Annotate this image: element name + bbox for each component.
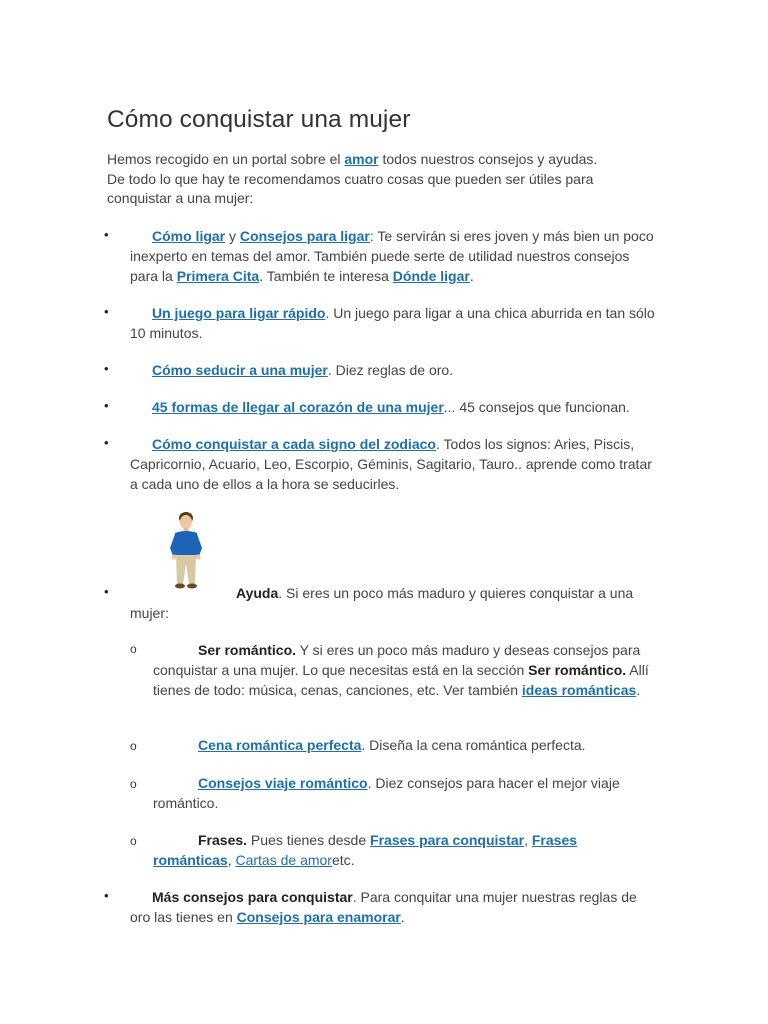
link-ideas-romanticas[interactable]: ideas románticas <box>521 682 637 698</box>
bold-text: Ser romántico. <box>528 662 627 678</box>
ayuda-label: Ayuda <box>236 585 279 601</box>
bold-text: Ser romántico. <box>198 642 297 658</box>
link-como-seducir[interactable]: Cómo seducir a una mujer <box>152 362 328 378</box>
sub-bullet-icon: o <box>130 739 137 753</box>
list-text: . <box>400 909 405 925</box>
bold-text: Más consejos para conquistar <box>152 889 353 905</box>
list-text: ... 45 consejos que funcionan. <box>443 399 630 415</box>
sub-bullet-icon: o <box>130 777 137 791</box>
link-45-formas[interactable]: 45 formas de llegar al corazón de una mujer <box>152 399 444 415</box>
list-text: . Si eres un poco más maduro y quieres conquistar a una mujer: <box>130 585 634 621</box>
link-frases-conquistar[interactable]: Frases para conquistar <box>370 832 525 848</box>
list-text: Allí tienes de todo: música, cenas, canciones, etc. Ver también <box>153 662 649 698</box>
list-item <box>130 360 655 380</box>
list-text: . <box>469 268 474 284</box>
list-text: . También te interesa <box>259 268 393 284</box>
link-cena-romantica[interactable]: Cena romántica perfecta <box>198 737 362 753</box>
list-text: Y si eres un poco más maduro y deseas consejos para conquistar a una mujer. Lo que necesitas está en la sección <box>153 642 641 678</box>
list-text: . Diez reglas de oro. <box>327 362 454 378</box>
list-text: : Te servirán si eres joven y más bien un poco inexperto en temas del amor. También puede serte de utilidad nuestros consejos para la <box>130 228 654 284</box>
link-donde-ligar[interactable]: Dónde ligar <box>392 268 470 284</box>
link-signo-zodiaco[interactable]: Cómo conquistar a cada signo del zodiaco <box>152 436 436 452</box>
link-amor[interactable]: amor <box>344 151 379 167</box>
link-consejos-para-ligar[interactable]: Consejos para ligar <box>239 228 370 244</box>
intro-text: todos nuestros consejos y ayudas. <box>378 151 598 167</box>
intro-text: Hemos recogido en un portal sobre el <box>107 151 345 167</box>
intro-paragraph <box>107 150 627 209</box>
link-primera-cita[interactable]: Primera Cita <box>176 268 260 284</box>
list-text: Pues tienes desde <box>247 832 371 848</box>
bullet-icon: • <box>104 584 109 599</box>
list-item <box>130 887 655 927</box>
list-text: . Diez consejos para hacer el mejor viaje romántico. <box>153 775 620 811</box>
sub-list-item <box>153 830 658 870</box>
list-text: etc. <box>331 852 355 868</box>
intro-text: De todo lo que hay te recomendamos cuatro cosas que pueden ser útiles para conquistar a una mujer: <box>107 170 594 207</box>
list-text: . Todos los signos: Aries, Piscis, Capricornio, Acuario, Leo, Escorpio, Géminis, Sagitario, Tauro.. aprende como tratar a cada uno de ellos a la hora se seducirles. <box>130 436 652 492</box>
link-cartas-de-amor[interactable]: Cartas de amor <box>235 852 332 868</box>
link-como-ligar[interactable]: Cómo ligar <box>152 228 226 244</box>
link-juego-ligar[interactable]: Un juego para ligar rápido <box>152 305 326 321</box>
sub-list-item <box>153 773 658 813</box>
list-item <box>130 583 655 623</box>
list-text: . Un juego para ligar a una chica aburrida en tan sólo 10 minutos. <box>130 305 655 341</box>
list-text: y <box>225 228 240 244</box>
list-item <box>130 434 655 494</box>
link-viaje-romantico[interactable]: Consejos viaje romántico <box>198 775 368 791</box>
bullet-icon: • <box>104 304 109 319</box>
bullet-icon: • <box>104 361 109 376</box>
list-text: , <box>227 852 236 868</box>
link-frases-romanticas[interactable]: Frases románticas <box>153 832 578 868</box>
sub-bullet-icon: o <box>130 642 137 656</box>
page-title: Cómo conquistar una mujer <box>107 106 411 133</box>
bullet-icon: • <box>104 888 109 903</box>
list-item <box>130 303 655 343</box>
man-figure-illustration <box>166 510 206 592</box>
bold-text: Frases. <box>198 832 248 848</box>
list-text: . <box>636 682 641 698</box>
list-item <box>130 397 655 417</box>
list-text: , <box>524 832 532 848</box>
sub-bullet-icon: o <box>130 834 137 848</box>
sub-list-item <box>153 640 658 700</box>
link-consejos-enamorar[interactable]: Consejos para enamorar <box>236 909 401 925</box>
bullet-icon: • <box>104 435 109 450</box>
bullet-icon: • <box>104 227 109 242</box>
bullet-icon: • <box>104 398 109 413</box>
list-item <box>130 226 655 286</box>
list-text: . Diseña la cena romántica perfecta. <box>361 737 586 753</box>
sub-list-item <box>153 735 658 755</box>
list-text: . Para conquitar una mujer nuestras reglas de oro las tienes en <box>130 889 637 925</box>
